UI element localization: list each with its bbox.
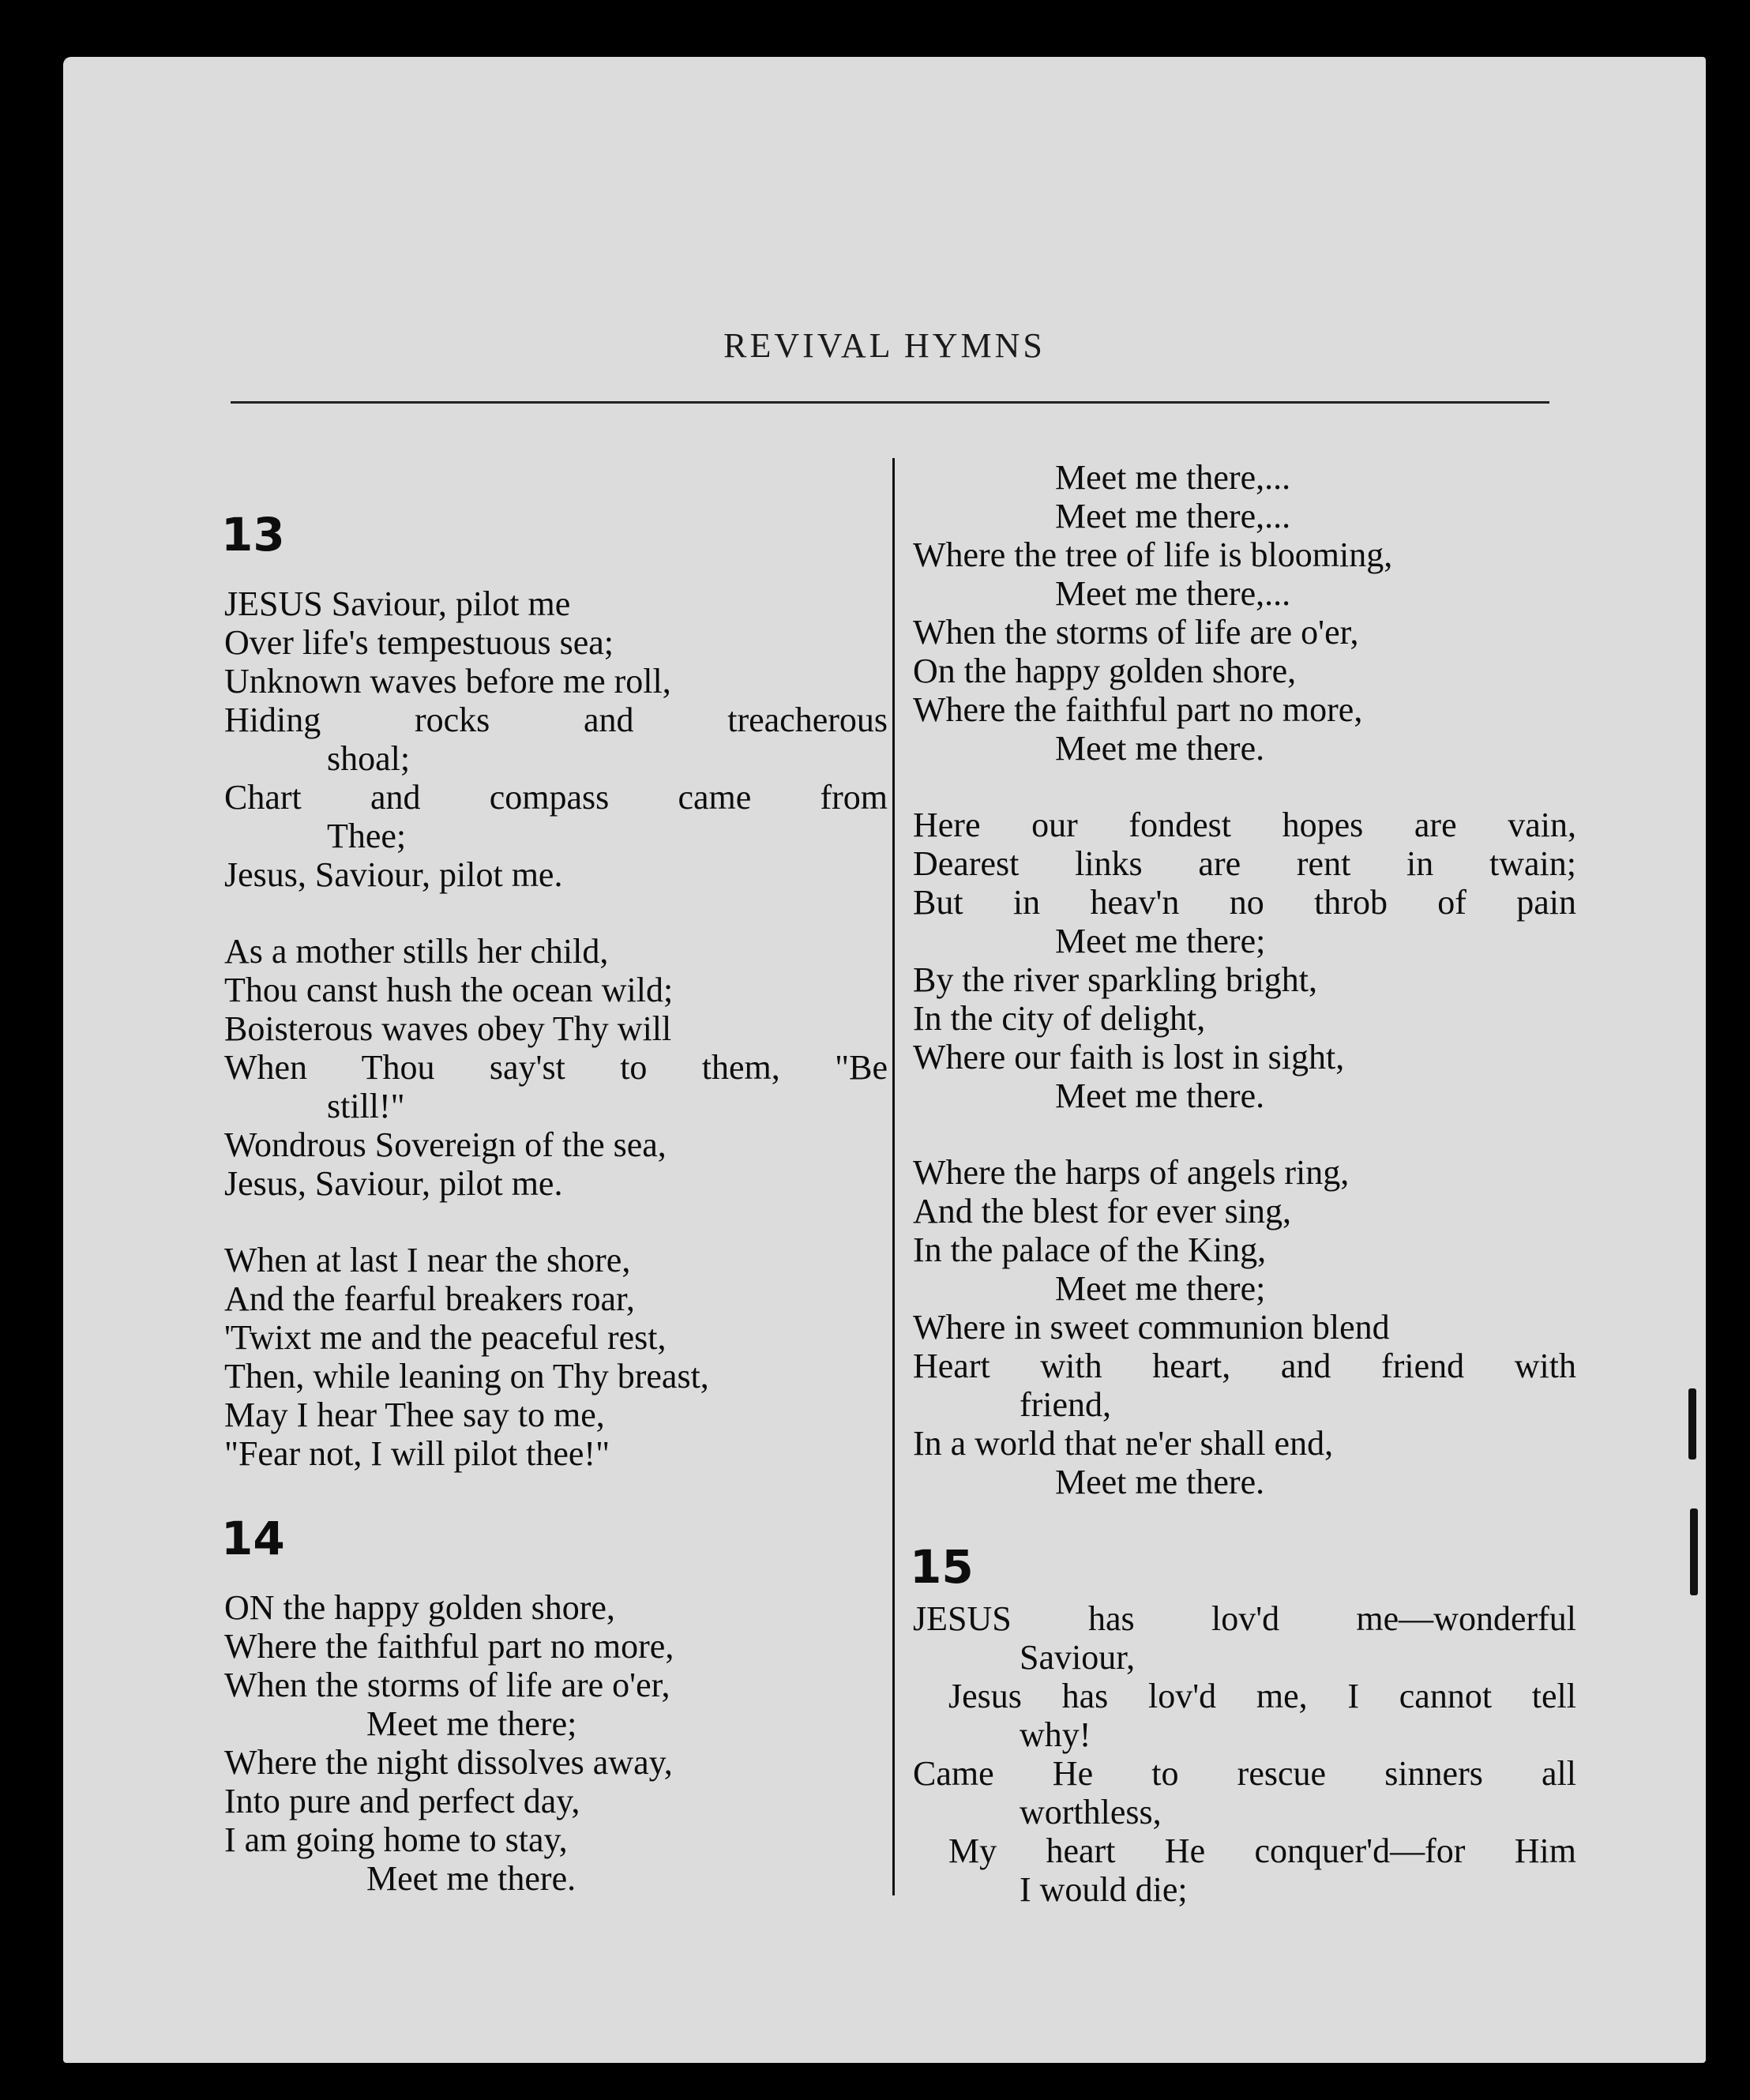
verse-line: Where the harps of angels ring, — [913, 1153, 1350, 1192]
verse-line: Saviour, — [1020, 1638, 1136, 1677]
hymn-number-13: 13 — [221, 508, 285, 562]
margin-mark — [1690, 1508, 1698, 1595]
verse-line: 'Twixt me and the peaceful rest, — [224, 1318, 667, 1357]
verse-line: Where the night dissolves away, — [224, 1743, 673, 1782]
verse-line: JESUS has lov'd me—wonderful — [913, 1599, 1576, 1638]
verse-line: I am going home to stay, — [224, 1820, 568, 1859]
verse-line: Hiding rocks and treacherous — [224, 701, 888, 739]
hymn-number-14: 14 — [221, 1512, 285, 1565]
verse-line: Over life's tempestuous sea; — [224, 623, 614, 662]
hymn-15-stanza-1 — [913, 1599, 1576, 1909]
verse-line: By the river sparkling bright, — [913, 960, 1318, 999]
verse-line: In the city of delight, — [913, 999, 1206, 1038]
verse-line: Jesus, Saviour, pilot me. — [224, 855, 563, 894]
verse-line: Where in sweet communion blend — [913, 1308, 1390, 1347]
verse-line: Heart with heart, and friend with — [913, 1347, 1576, 1385]
verse-line: When Thou say'st to them, "Be — [224, 1048, 888, 1087]
hymn-13-stanza-2 — [224, 932, 888, 1203]
verse-line: And the blest for ever sing, — [913, 1192, 1291, 1230]
verse-line: why! — [1020, 1715, 1091, 1754]
verse-line: JESUS Saviour, pilot me — [224, 584, 571, 623]
verse-line: Meet me there. — [1055, 1076, 1265, 1115]
verse-line: friend, — [1020, 1385, 1112, 1424]
verse-line: Then, while leaning on Thy breast, — [224, 1357, 709, 1396]
left-column — [221, 507, 888, 1936]
verse-line: shoal; — [327, 739, 411, 778]
verse-line: As a mother stills her child, — [224, 932, 609, 971]
verse-line: "Fear not, I will pilot thee!" — [224, 1434, 610, 1473]
hymn-number-15: 15 — [910, 1540, 974, 1594]
hymn-14-chorus — [913, 458, 1576, 768]
hymn-14-stanza-1 — [224, 1588, 888, 1898]
verse-line: ON the happy golden shore, — [224, 1588, 615, 1627]
verse-line: Meet me there; — [1055, 1269, 1266, 1308]
verse-line: Boisterous waves obey Thy will — [224, 1009, 672, 1048]
verse-line: Meet me there,... — [1055, 458, 1291, 497]
running-header: REVIVAL HYMNS — [723, 326, 1046, 365]
verse-line: In the palace of the King, — [913, 1230, 1267, 1269]
verse-line: In a world that ne'er shall end, — [913, 1424, 1334, 1463]
verse-line: When the storms of life are o'er, — [224, 1666, 670, 1704]
verse-line: Wondrous Sovereign of the sea, — [224, 1125, 667, 1164]
verse-line: Meet me there. — [1055, 1463, 1265, 1501]
verse-line: Meet me there,... — [1055, 497, 1291, 535]
verse-line: On the happy golden shore, — [913, 652, 1297, 690]
hymn-14-stanza-3 — [913, 1153, 1576, 1501]
header-rule — [231, 401, 1549, 404]
hymn-13-stanza-1 — [224, 584, 888, 894]
verse-line: Into pure and perfect day, — [224, 1782, 580, 1820]
verse-line: Where the faithful part no more, — [913, 690, 1363, 729]
verse-line: Thou canst hush the ocean wild; — [224, 971, 674, 1009]
column-divider — [892, 458, 895, 1895]
verse-line: Meet me there. — [366, 1859, 576, 1898]
verse-line: Meet me there; — [366, 1704, 577, 1743]
verse-line: Jesus, Saviour, pilot me. — [224, 1164, 563, 1203]
right-column — [910, 458, 1576, 1947]
verse-line: Chart and compass came from — [224, 778, 888, 817]
verse-line: still!" — [327, 1087, 405, 1125]
hymnal-page — [63, 57, 1706, 2063]
margin-mark — [1688, 1388, 1696, 1459]
verse-line: Unknown waves before me roll, — [224, 662, 671, 701]
verse-line: When the storms of life are o'er, — [913, 613, 1359, 652]
verse-line: My heart He conquer'd—for Him — [948, 1831, 1576, 1870]
verse-line: Here our fondest hopes are vain, — [913, 806, 1576, 844]
verse-line: Meet me there. — [1055, 729, 1265, 768]
hymn-14-stanza-2 — [913, 806, 1576, 1115]
verse-line: And the fearful breakers roar, — [224, 1279, 635, 1318]
verse-line: worthless, — [1020, 1793, 1162, 1831]
verse-line: Came He to rescue sinners all — [913, 1754, 1576, 1793]
verse-line: Where our faith is lost in sight, — [913, 1038, 1345, 1076]
verse-line: Meet me there,... — [1055, 574, 1291, 613]
verse-line: But in heav'n no throb of pain — [913, 883, 1576, 922]
verse-line: When at last I near the shore, — [224, 1241, 631, 1279]
verse-line: Dearest links are rent in twain; — [913, 844, 1576, 883]
verse-line: Where the faithful part no more, — [224, 1627, 674, 1666]
verse-line: I would die; — [1020, 1870, 1188, 1909]
verse-line: May I hear Thee say to me, — [224, 1396, 605, 1434]
hymn-13-stanza-3 — [224, 1241, 888, 1473]
verse-line: Jesus has lov'd me, I cannot tell — [948, 1677, 1576, 1715]
verse-line: Thee; — [327, 817, 407, 855]
verse-line: Where the tree of life is blooming, — [913, 535, 1393, 574]
verse-line: Meet me there; — [1055, 922, 1266, 960]
